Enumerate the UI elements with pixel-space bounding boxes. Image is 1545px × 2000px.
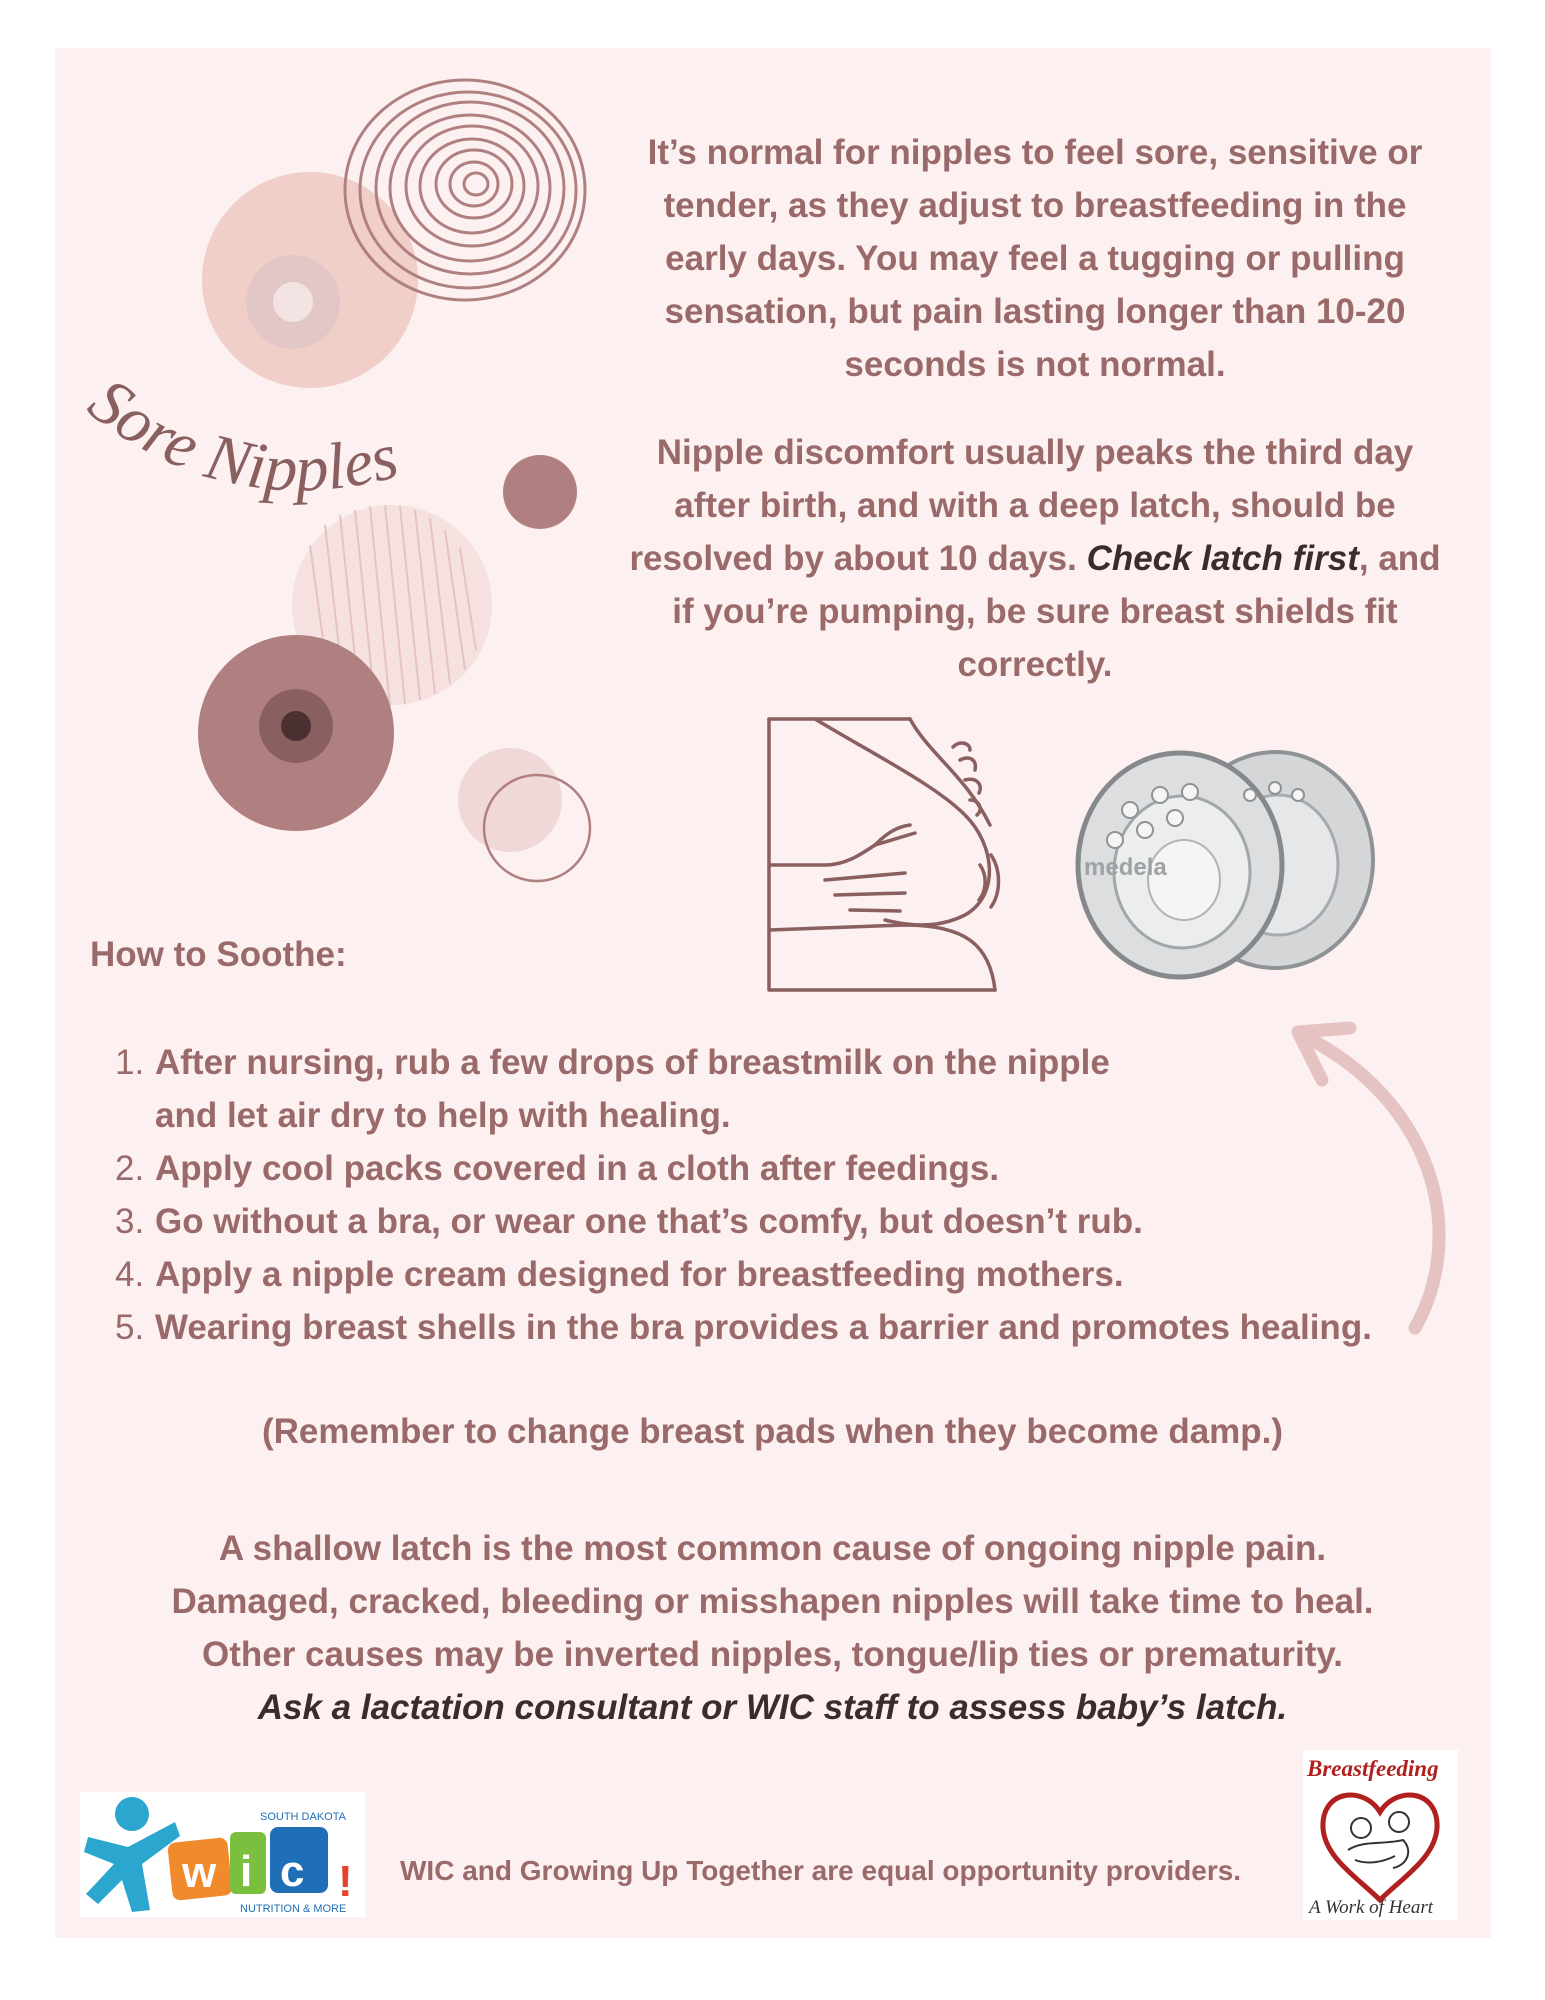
list-item: 5. Wearing breast shells in the bra provides a barrier and promotes healing. [115, 1308, 1372, 1347]
intro-section [620, 126, 1450, 691]
list-item: 2. Apply cool packs covered in a cloth after feedings. [115, 1149, 1000, 1188]
svg-text:i: i [240, 1847, 253, 1896]
svg-text:w: w [182, 1848, 217, 1897]
svg-text:SOUTH DAKOTA: SOUTH DAKOTA [260, 1811, 346, 1823]
dark-nipple-inner [281, 711, 311, 741]
equal-opportunity-statement: WIC and Growing Up Together are equal opportunity providers. [400, 1855, 1242, 1886]
causes-section [0, 1522, 1545, 1734]
causes-line-2: Damaged, cracked, bleeding or misshapen nipples will take time to heal. [171, 1582, 1374, 1621]
causes-line-1: A shallow latch is the most common cause of ongoing nipple pain. [218, 1529, 1327, 1568]
spiral-rings [345, 80, 585, 300]
wic-logo [80, 1792, 365, 1917]
list-item: 1. After nursing, rub a few drops of breastmilk on the nipple and let air dry to help with healing. [115, 1043, 1110, 1135]
svg-text:Breastfeeding: Breastfeeding [1307, 1756, 1439, 1781]
breastfeeding-latch-illustration [765, 715, 1005, 995]
page-title [70, 360, 530, 530]
svg-text:c: c [280, 1847, 305, 1896]
intro-paragraph-1: It’s normal for nipples to feel sore, sensitive or tender, as they adjust to breastfeeding in the early days. You may feel a tugging or pulling sensation, but pain lasting longer than 10-20 seconds is not normal. [647, 133, 1423, 384]
svg-text:NUTRITION & MORE: NUTRITION & MORE [240, 1903, 347, 1915]
list-item: 4. Apply a nipple cream designed for breastfeeding mothers. [115, 1255, 1124, 1294]
shield-brand-label: medela [1084, 854, 1167, 881]
soothe-steps-list [115, 1036, 1415, 1354]
causes-line-3: Other causes may be inverted nipples, tongue/lip ties or prematurity. [201, 1635, 1344, 1674]
list-item: 3. Go without a bra, or wear one that’s comfy, but doesn’t rub. [115, 1202, 1143, 1241]
nipple-inner [273, 282, 313, 322]
causes-line-4: Ask a lactation consultant or WIC staff to assess baby’s latch. [257, 1688, 1288, 1727]
svg-text:A Work of Heart: A Work of Heart [1309, 1897, 1434, 1918]
breastfeeding-work-of-heart-logo [1303, 1750, 1458, 1920]
breast-shields-photo [1070, 740, 1380, 980]
pale-small-circle [458, 748, 562, 852]
svg-text:!: ! [338, 1857, 353, 1906]
intro-paragraph-2: Nipple discomfort usually peaks the third day after birth, and with a deep latch, should be resolved by about 10 days. Check latch first, and if you’re pumping, be sure breast shields fit correctly. [629, 433, 1441, 684]
svg-text:Sore Nipples [76, 364, 405, 506]
soothe-heading: How to Soothe: [90, 935, 347, 974]
remember-note: (Remember to change breast pads when they become damp.) [261, 1412, 1284, 1451]
title-text: Sore Nipples [75, 363, 405, 506]
check-latch-emphasis: Check latch first [1086, 539, 1359, 578]
